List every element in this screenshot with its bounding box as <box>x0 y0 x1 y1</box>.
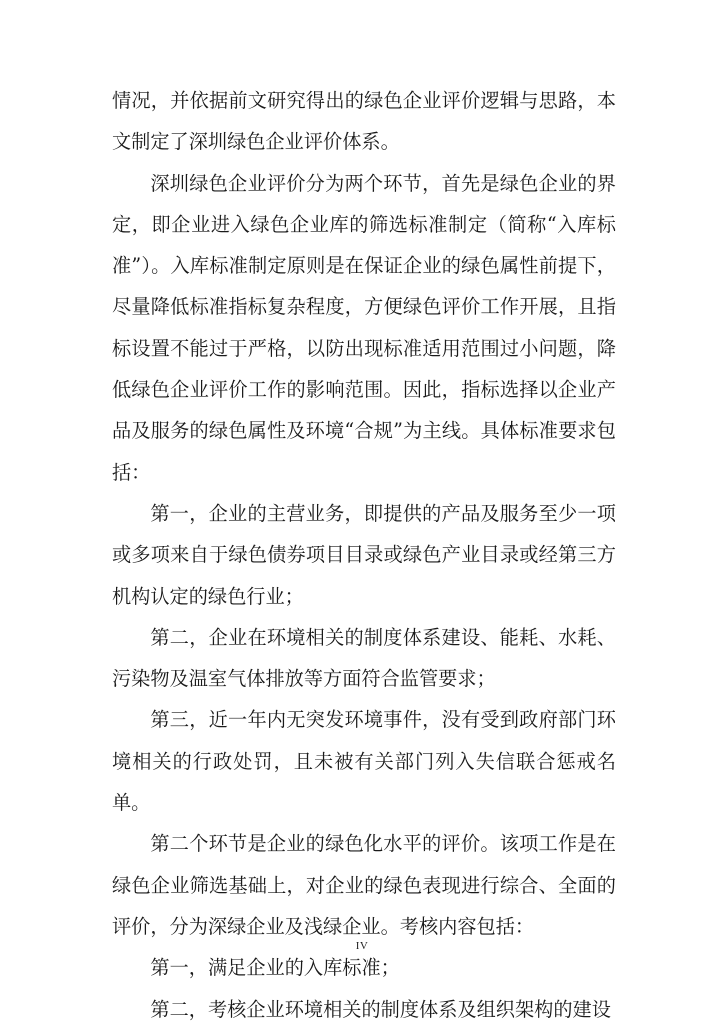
body-text <box>112 80 616 1030</box>
paragraph-evaluation-overview: 深圳绿色企业评价分为两个环节，首先是绿色企业的界定，即企业进入绿色企业库的筛选标准制定（简称“入库标准”）。入库标准制定原则是在保证企业的绿色属性前提下，尽量降低标准指标复杂程度，方便绿色评价工作开展，且指标设置不能过于严格，以防出现标准适用范围过小问题，降低绿色企业评价工作的影响范围。因此，指标选择以企业产品及服务的绿色属性及环境“合规”为主线。具体标准要求包括： <box>112 171 616 484</box>
paragraph-criterion-1: 第一，企业的主营业务，即提供的产品及服务至少一项或多项来自于绿色债券项目目录或绿色产业目录或经第三方机构认定的绿色行业； <box>112 501 616 608</box>
paragraph-criterion-3: 第三，近一年内无突发环境事件，没有受到政府部门环境相关的行政处罚，且未被有关部门列入失信联合惩戒名单。 <box>112 708 616 815</box>
paragraph-assessment-1: 第一，满足企业的入库标准； <box>150 956 400 980</box>
paragraph-second-stage: 第二个环节是企业的绿色化水平的评价。该项工作是在绿色企业筛选基础上，对企业的绿色表现进行综合、全面的评价，分为深绿企业及浅绿企业。考核内容包括： <box>112 832 616 938</box>
paragraph-criterion-2: 第二，企业在环境相关的制度体系建设、能耗、水耗、污染物及温室气体排放等方面符合监管要求； <box>112 625 616 691</box>
paragraph-continuation: 情况，并依据前文研究得出的绿色企业评价逻辑与思路，本文制定了深圳绿色企业评价体系。 <box>112 89 616 154</box>
page-number: IV <box>355 940 369 952</box>
paragraph-assessment-2: 第二，考核企业环境相关的制度体系及组织架构的建设 <box>150 997 611 1021</box>
